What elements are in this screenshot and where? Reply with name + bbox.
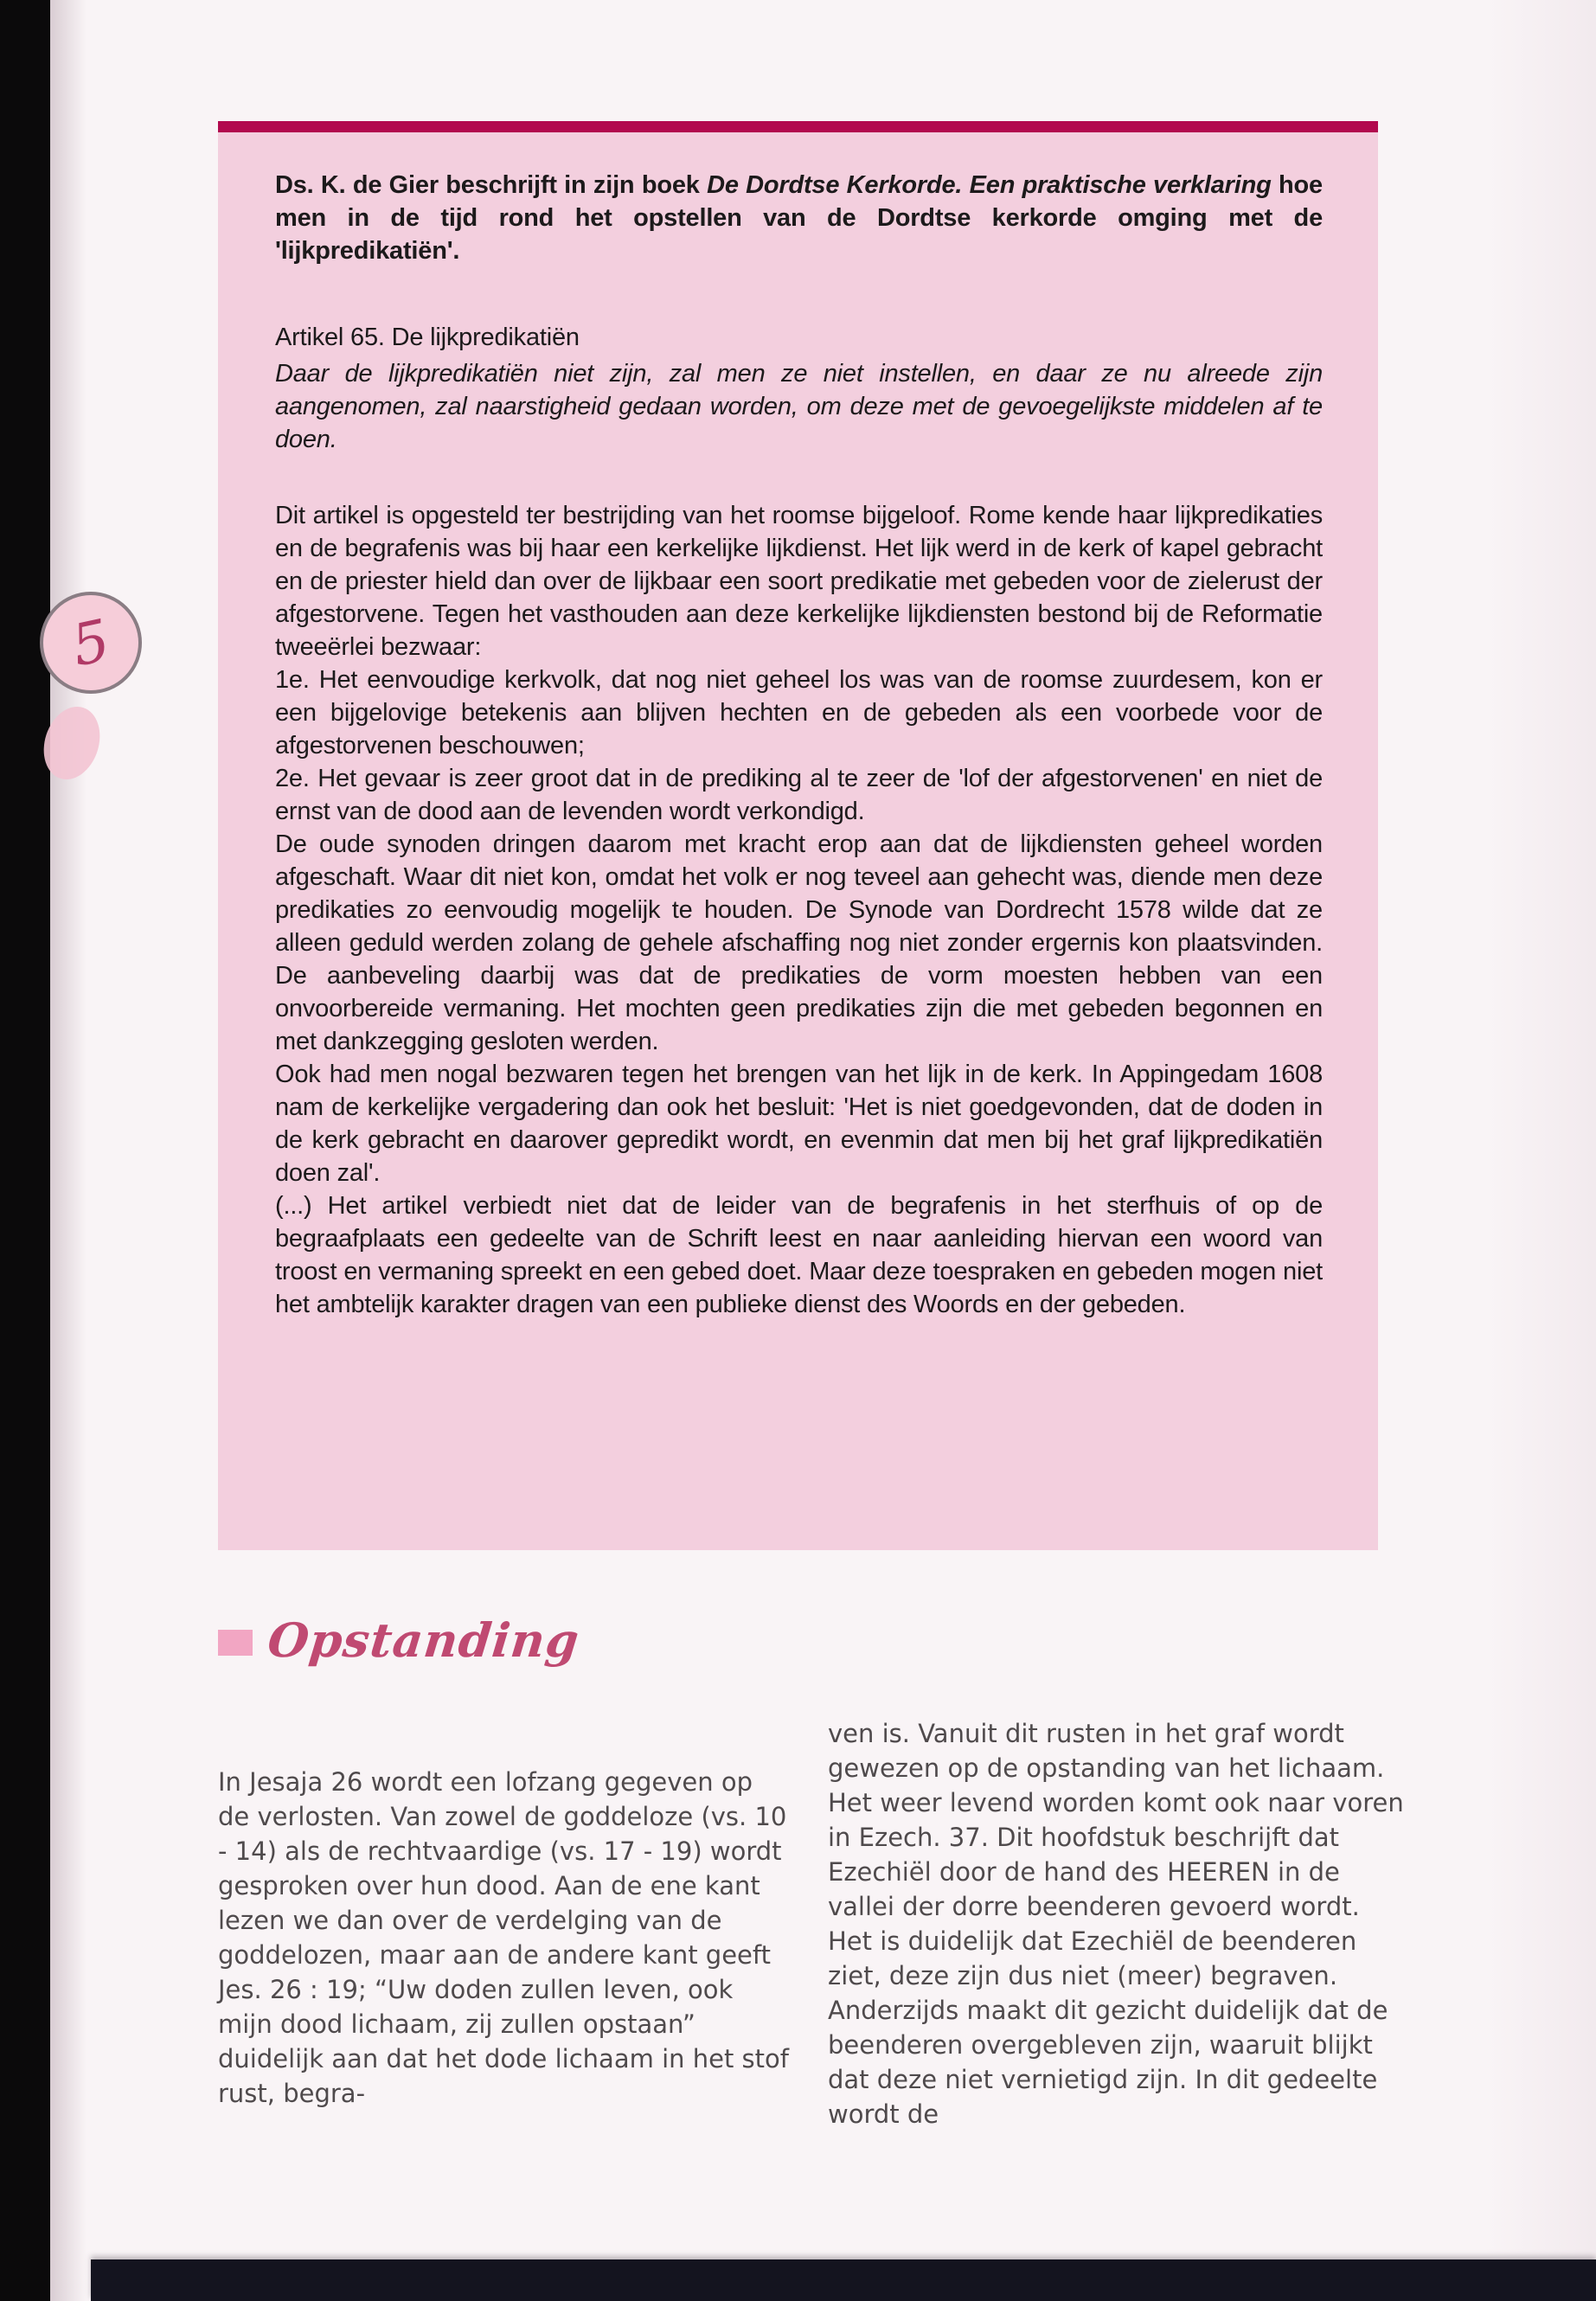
handwritten-sticker [40,592,142,694]
section-heading [218,1606,583,1675]
intro-text-end: hoe men in de tijd rond het opstellen van de Dordtse kerkorde omging met de 'lijkpredikatiën'. [275,171,1323,265]
commentary-paragraph: Ook had men nogal bezwaren tegen het brengen van het lijk in de kerk. In Appingedam 1608 nam de kerkelijke vergadering dan ook het besluit: 'Het is niet goedgevonden, dat de doden in de kerk gebracht en daarover gepredikt wordt, en evenmin dat men bij het graf lijkpredikatiën doen zal'. [275,1061,1323,1187]
article-quote-italic: Daar de lijkpredikatiën niet zijn, zal men ze niet instellen, en daar ze nu alreede zijn aangenomen, zal naarstigheid gedaan worden, om deze met de gevoegelijkste middelen af te doen. [275,360,1323,453]
article-commentary [275,499,1323,1321]
intro-text-start: Ds. K. de Gier beschrijft in zijn boek [275,171,708,199]
commentary-paragraph: 2e. Het gevaar is zeer groot dat in de prediking al te zeer de 'lof der afgestorvenen' en niet de ernst van de dood aan de levenden wordt verkondigd. [275,765,1323,825]
book-title-italic: De Dordtse Kerkorde. Een praktische verklaring [707,171,1272,199]
sticker-mark: 5 [66,606,116,680]
quote-box-accent-bar [218,121,1378,132]
section-title: Opstanding [265,1612,583,1668]
pink-square-bullet-icon [218,1630,253,1656]
article-title: Artikel 65. De lijkpredikatiën [275,324,580,351]
right-text-column: ven is. Vanuit dit rusten in het graf wordt gewezen op de opstanding van het lichaam. Het weer levend worden komt ook naar voren in Ezech. 37. Dit hoofdstuk beschrijft dat Ezechiël door de hand des HEEREN in de vallei der dorre beenderen gevoerd wordt. Het is duidelijk dat Ezechiël de beenderen ziet, deze zijn dus niet (meer) begraven. Anderzijds maakt dit gezicht duidelijk dat de beenderen overgebleven zijn, waaruit blijkt dat deze niet vernietigd zijn. In dit gedeelte wordt de [828,1719,1404,2129]
intro-paragraph [275,169,1323,267]
quote-box-content [218,132,1378,1321]
commentary-paragraph: (...) Het artikel verbiedt niet dat de leider van de begrafenis in het sterfhuis of op de begraafplaats een gedeelte van de Schrift leest en naar aanleiding hiervan een woord van troost en vermaning spreekt en een gebed doet. Maar deze toespraken en gebeden mogen niet het ambtelijk karakter dragen van een publieke dienst des Woords en der gebeden. [275,1192,1323,1318]
commentary-paragraph: Dit artikel is opgesteld ter bestrijding van het roomse bijgeloof. Rome kende haar lijkpredikaties en de begrafenis was bij haar een kerkelijke lijkdienst. Het lijk werd in de kerk of kapel gebracht en de priester hield dan over de lijkbaar een soort predikatie met gebeden voor de zielerust der afgestorvene. Tegen het vasthouden aan deze kerkelijke lijkdiensten bestond bij de Reformatie tweeërlei bezwaar: [275,502,1323,661]
quote-box [218,121,1378,1550]
scan-bottom-edge [91,2259,1596,2301]
left-text-column: In Jesaja 26 wordt een lofzang gegeven op de verlosten. Van zowel de goddeloze (vs. 10 - 14) als de rechtvaardige (vs. 17 - 19) wordt gesproken over hun dood. Aan de ene kant lezen we dan over de verdelging van de goddelozen, maar aan de andere kant geeft Jes. 26 : 19; “Uw doden zullen leven, ook mijn dood lichaam, zij zullen opstaan” duidelijk aan dat het dode lichaam in het stof rust, begra- [218,1767,789,2108]
commentary-paragraph: De oude synoden dringen daarom met kracht erop aan dat de lijkdiensten geheel worden afgeschaft. Waar dit niet kon, omdat het volk er nog teveel aan gehecht was, diende men deze predikaties zo eenvoudig mogelijk te houden. De Synode van Dordrecht 1578 wilde dat ze alleen geduld werden zolang de gehele afschaffing nog niet zonder ergernis kon plaatsvinden. De aanbeveling daarbij was dat de predikaties de vorm moesten hebben van een onvoorbereide vermaning. Het mochten geen predikaties zijn die met gebeden begonnen en met dankzegging gesloten werden. [275,830,1323,1055]
commentary-paragraph: 1e. Het eenvoudige kerkvolk, dat nog niet geheel los was van de roomse zuurdesem, kon er een bijgelovige betekenis aan blijven hechten en de gebeden als een voorbede voor de afgestorvenen beschouwen; [275,666,1323,760]
scan-left-edge [0,0,50,2301]
